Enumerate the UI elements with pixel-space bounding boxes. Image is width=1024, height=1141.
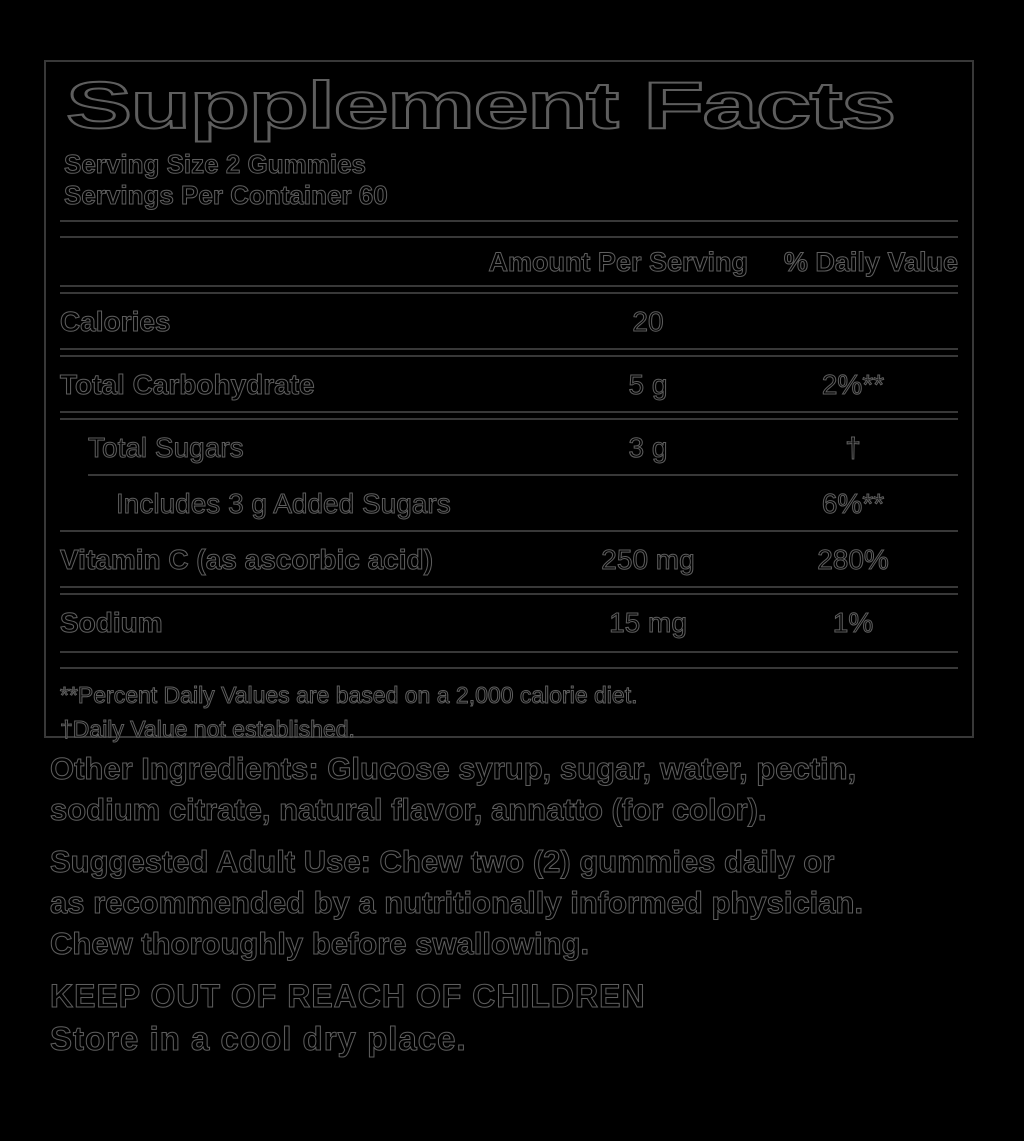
nutrient-name: Includes 3 g Added Sugars [116, 488, 451, 520]
nutrient-name: Total Sugars [88, 432, 244, 464]
nutrient-row-total-sugars [60, 420, 958, 474]
serving-size: Serving Size 2 Gummies [64, 149, 367, 180]
daily-value: † [845, 432, 861, 464]
separator-thick-bottom [60, 651, 958, 669]
suggested-use-line: Chew thoroughly before swallowing. [50, 926, 590, 961]
footnote [60, 669, 958, 746]
nutrient-name: Sodium [60, 607, 163, 639]
daily-value: 6%** [821, 488, 885, 520]
footnote-dv-not-established: †Daily Value not established. [60, 716, 355, 743]
amount-value: 15 mg [609, 607, 687, 639]
nutrient-name: Calories [60, 306, 171, 338]
nutrient-name: Total Carbohydrate [60, 369, 315, 401]
amount-per-serving-header: Amount Per Serving [488, 247, 748, 278]
nutrient-row-total-carbohydrate [60, 357, 958, 411]
nutrient-row-sodium [60, 595, 958, 649]
other-ingredients-line: sodium citrate, natural flavor, annatto (for color). [50, 792, 767, 827]
nutrient-row-calories [60, 294, 958, 348]
label-body-text [50, 748, 1010, 1060]
separator-double [60, 586, 958, 595]
amount-value: 5 g [628, 369, 668, 401]
nutrient-name: Vitamin C (as ascorbic acid) [60, 544, 433, 576]
amount-value: 20 [632, 306, 664, 338]
nutrient-row-vitamin-c [60, 532, 958, 586]
amount-value: 3 g [628, 432, 668, 464]
daily-value: 280% [817, 544, 889, 576]
amount-value: 250 mg [601, 544, 695, 576]
servings-per-container: Servings Per Container 60 [64, 180, 388, 211]
daily-value: 1% [832, 607, 874, 639]
suggested-use [50, 841, 1010, 964]
percent-daily-value-header: % Daily Value [783, 247, 958, 278]
keep-out-warning: KEEP OUT OF REACH OF CHILDREN [50, 978, 646, 1014]
footnote-percent-dv: **Percent Daily Values are based on a 2,000 calorie diet. [60, 682, 638, 709]
storage-instructions: Store in a cool dry place. [50, 1020, 467, 1057]
nutrient-row-added-sugars [60, 476, 958, 530]
daily-value: 2%** [821, 369, 885, 401]
supplement-facts-box [44, 60, 974, 743]
other-ingredients-line: Other Ingredients: Glucose syrup, sugar, water, pectin, [50, 751, 857, 786]
separator-thick-top [60, 220, 958, 238]
separator-double [60, 348, 958, 357]
other-ingredients [50, 748, 1010, 830]
separator-double [60, 285, 958, 294]
column-header-row [60, 238, 958, 285]
separator-double [60, 411, 958, 420]
suggested-use-line: Suggested Adult Use: Chew two (2) gummies daily or [50, 844, 835, 879]
suggested-use-line: as recommended by a nutritionally informed physician. [50, 885, 864, 920]
facts-title: Supplement Facts [66, 68, 895, 142]
